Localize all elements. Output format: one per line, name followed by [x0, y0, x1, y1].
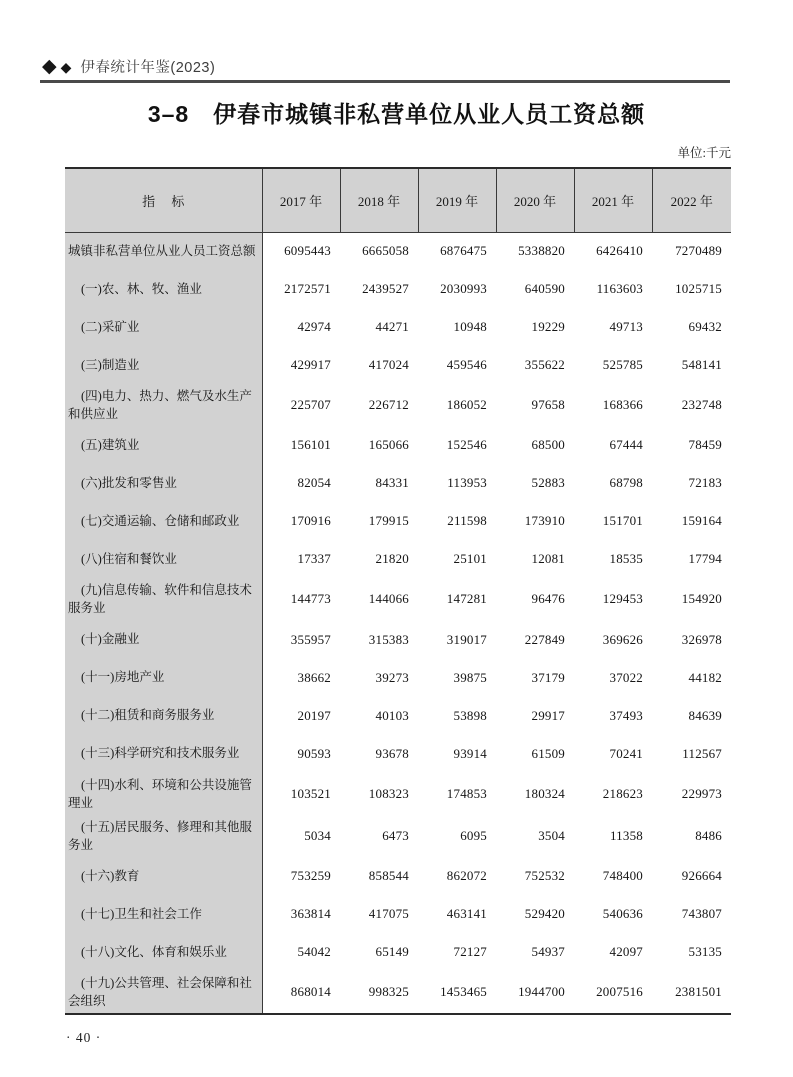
- value-cell: 68798: [609, 475, 643, 491]
- table-row: [65, 384, 731, 426]
- value-cell: 525785: [602, 357, 643, 372]
- value-cell: 459546: [446, 357, 487, 372]
- value-cell: 369626: [602, 631, 643, 647]
- page-title: 3–8 伊春市城镇非私营单位从业人员工资总额: [147, 101, 646, 127]
- value-cell: 6095443: [284, 243, 331, 259]
- value-cell: 753259: [290, 868, 331, 883]
- value-cell: 170916: [290, 513, 331, 529]
- value-cell: 11358: [609, 827, 643, 843]
- value-cell: 70241: [609, 745, 643, 761]
- value-cell: 1163603: [596, 281, 643, 296]
- yearbook-title: 伊春统计年鉴(2023): [80, 60, 216, 76]
- column-header-year: 2021 年: [574, 168, 652, 232]
- value-cell: 6426410: [596, 243, 643, 259]
- row-label: (四)电力、热力、燃气及水生产和供应业: [65, 384, 262, 426]
- wage-table: [65, 167, 731, 1015]
- value-cell: 180324: [524, 785, 565, 801]
- value-cell: 44182: [688, 669, 722, 685]
- value-cell: 232748: [681, 397, 722, 413]
- row-label: (六)批发和零售业: [65, 464, 262, 502]
- value-cell: 40103: [375, 707, 409, 723]
- value-cell: 21820: [375, 551, 409, 567]
- row-label: (十二)租赁和商务服务业: [65, 697, 262, 735]
- value-cell: 211598: [447, 513, 487, 529]
- row-label: (十)金融业: [65, 621, 262, 659]
- value-cell: 68500: [531, 437, 565, 453]
- value-cell: 82054: [297, 475, 331, 491]
- value-cell: 174853: [446, 785, 487, 801]
- diamond-icon: ◆: [42, 56, 57, 77]
- value-cell: 154920: [681, 591, 722, 607]
- table-body: [65, 232, 731, 1014]
- value-cell: 2439527: [362, 281, 409, 296]
- value-cell: 226712: [368, 397, 409, 413]
- value-cell: 743807: [681, 906, 722, 921]
- value-cell: 5034: [304, 827, 331, 843]
- value-cell: 225707: [290, 397, 331, 413]
- row-label: (十八)文化、体育和娱乐业: [65, 933, 262, 971]
- value-cell: 44271: [375, 319, 409, 334]
- value-cell: 363814: [290, 906, 331, 921]
- value-cell: 93678: [375, 745, 409, 761]
- value-cell: 72127: [453, 944, 487, 959]
- value-cell: 93914: [453, 745, 487, 761]
- value-cell: 97658: [531, 397, 565, 413]
- value-cell: 42097: [609, 944, 643, 959]
- diamond-icon: ◆: [60, 58, 72, 75]
- table-row: [65, 659, 731, 697]
- row-label: (十三)科学研究和技术服务业: [65, 735, 262, 773]
- value-cell: 39875: [453, 669, 487, 685]
- row-label: (十五)居民服务、修理和其他服务业: [65, 815, 262, 857]
- table-row: [65, 346, 731, 384]
- table-row: [65, 621, 731, 659]
- value-cell: 6665058: [362, 243, 409, 259]
- running-head: [42, 56, 215, 77]
- value-cell: 52883: [531, 475, 565, 491]
- value-cell: 173910: [524, 513, 565, 529]
- value-cell: 90593: [297, 745, 331, 761]
- table-row: [65, 971, 731, 1014]
- row-label: (七)交通运输、仓储和邮政业: [65, 502, 262, 540]
- value-cell: 156101: [290, 437, 331, 453]
- value-cell: 748400: [602, 868, 643, 883]
- value-cell: 540636: [602, 906, 643, 921]
- value-cell: 529420: [524, 906, 565, 921]
- header-divider: [40, 80, 730, 83]
- value-cell: 355622: [524, 357, 565, 372]
- value-cell: 17794: [688, 551, 722, 567]
- table-row: [65, 857, 731, 895]
- table-row: [65, 815, 731, 857]
- value-cell: 868014: [290, 984, 331, 1000]
- value-cell: 96476: [531, 591, 565, 607]
- value-cell: 326978: [681, 631, 722, 647]
- table-row: [65, 232, 731, 270]
- column-header-year: 2020 年: [496, 168, 574, 232]
- value-cell: 429917: [290, 357, 331, 372]
- table-row: [65, 933, 731, 971]
- value-cell: 10948: [453, 319, 487, 334]
- column-header-year: 2017 年: [262, 168, 340, 232]
- row-label: (十七)卫生和社会工作: [65, 895, 262, 933]
- value-cell: 8486: [695, 827, 722, 843]
- column-header-year: 2019 年: [418, 168, 496, 232]
- value-cell: 39273: [375, 669, 409, 685]
- table-row: [65, 735, 731, 773]
- value-cell: 926664: [681, 868, 722, 883]
- value-cell: 640590: [524, 281, 565, 296]
- table-row: [65, 464, 731, 502]
- value-cell: 168366: [602, 397, 643, 413]
- row-label: (八)住宿和餐饮业: [65, 540, 262, 578]
- table-row: [65, 578, 731, 620]
- value-cell: 165066: [368, 437, 409, 453]
- value-cell: 78459: [688, 437, 722, 453]
- value-cell: 54042: [297, 944, 331, 959]
- table-row: [65, 773, 731, 815]
- value-cell: 65149: [375, 944, 409, 959]
- value-cell: 18535: [609, 551, 643, 567]
- value-cell: 1944700: [518, 984, 565, 1000]
- table-row: [65, 895, 731, 933]
- value-cell: 38662: [297, 669, 331, 685]
- row-label: (三)制造业: [65, 346, 262, 384]
- table-row: [65, 426, 731, 464]
- value-cell: 6876475: [440, 243, 487, 259]
- table-header: [65, 168, 731, 232]
- value-cell: 108323: [368, 785, 409, 801]
- value-cell: 417075: [368, 906, 409, 921]
- value-cell: 315383: [368, 631, 409, 647]
- value-cell: 152546: [446, 437, 487, 453]
- value-cell: 37493: [609, 707, 643, 723]
- header-row: [65, 168, 731, 232]
- value-cell: 69432: [688, 319, 722, 334]
- value-cell: 151701: [602, 513, 643, 529]
- value-cell: 5338820: [518, 243, 565, 259]
- value-cell: 113953: [447, 475, 487, 491]
- row-label: (十九)公共管理、社会保障和社会组织: [65, 971, 262, 1014]
- value-cell: 53898: [453, 707, 487, 723]
- value-cell: 2172571: [284, 281, 331, 296]
- value-cell: 417024: [368, 357, 409, 372]
- column-header-indicator: 指 标: [65, 168, 262, 232]
- value-cell: 84331: [375, 475, 409, 491]
- row-label: (十四)水利、环境和公共设施管理业: [65, 773, 262, 815]
- value-cell: 752532: [524, 868, 565, 883]
- value-cell: 17337: [297, 551, 331, 567]
- value-cell: 159164: [681, 513, 722, 529]
- value-cell: 129453: [602, 591, 643, 607]
- value-cell: 53135: [688, 944, 722, 959]
- value-cell: 103521: [290, 785, 331, 801]
- value-cell: 6095: [460, 827, 487, 843]
- value-cell: 19229: [531, 319, 565, 334]
- value-cell: 144066: [368, 591, 409, 607]
- value-cell: 37179: [531, 669, 565, 685]
- value-cell: 463141: [446, 906, 487, 921]
- value-cell: 319017: [446, 631, 487, 647]
- value-cell: 29917: [531, 707, 565, 723]
- table-row: [65, 540, 731, 578]
- row-label: (九)信息传输、软件和信息技术服务业: [65, 578, 262, 620]
- value-cell: 49713: [609, 319, 643, 334]
- value-cell: 1025715: [675, 281, 722, 296]
- page-number: · 40 ·: [66, 1030, 102, 1045]
- table-row: [65, 308, 731, 346]
- value-cell: 42974: [297, 319, 331, 334]
- value-cell: 2381501: [675, 984, 722, 1000]
- row-label: (二)采矿业: [65, 308, 262, 346]
- value-cell: 112567: [682, 745, 722, 761]
- value-cell: 227849: [524, 631, 565, 647]
- value-cell: 998325: [368, 984, 409, 1000]
- row-label: (一)农、林、牧、渔业: [65, 270, 262, 308]
- value-cell: 186052: [446, 397, 487, 413]
- value-cell: 218623: [602, 785, 643, 801]
- column-header-year: 2018 年: [340, 168, 418, 232]
- value-cell: 355957: [290, 631, 331, 647]
- value-cell: 54937: [531, 944, 565, 959]
- value-cell: 862072: [446, 868, 487, 883]
- value-cell: 548141: [681, 357, 722, 372]
- value-cell: 2030993: [440, 281, 487, 296]
- row-label: 城镇非私营单位从业人员工资总额: [65, 232, 262, 270]
- table-row: [65, 697, 731, 735]
- row-label: (十一)房地产业: [65, 659, 262, 697]
- value-cell: 1453465: [440, 984, 487, 1000]
- value-cell: 67444: [609, 437, 643, 453]
- value-cell: 3504: [538, 827, 565, 843]
- unit-label: 单位:千元: [677, 146, 731, 160]
- column-header-year: 2022 年: [652, 168, 731, 232]
- value-cell: 61509: [531, 745, 565, 761]
- value-cell: 179915: [368, 513, 409, 529]
- value-cell: 147281: [446, 591, 487, 607]
- value-cell: 37022: [609, 669, 643, 685]
- value-cell: 12081: [531, 551, 565, 567]
- row-label: (五)建筑业: [65, 426, 262, 464]
- value-cell: 2007516: [596, 984, 643, 1000]
- value-cell: 858544: [368, 868, 409, 883]
- value-cell: 84639: [688, 707, 722, 723]
- value-cell: 25101: [453, 551, 487, 567]
- value-cell: 72183: [688, 475, 722, 491]
- value-cell: 144773: [290, 591, 331, 607]
- value-cell: 229973: [681, 785, 722, 801]
- table-row: [65, 270, 731, 308]
- value-cell: 6473: [382, 827, 409, 843]
- row-label: (十六)教育: [65, 857, 262, 895]
- value-cell: 20197: [297, 707, 331, 723]
- value-cell: 7270489: [675, 243, 722, 259]
- table-row: [65, 502, 731, 540]
